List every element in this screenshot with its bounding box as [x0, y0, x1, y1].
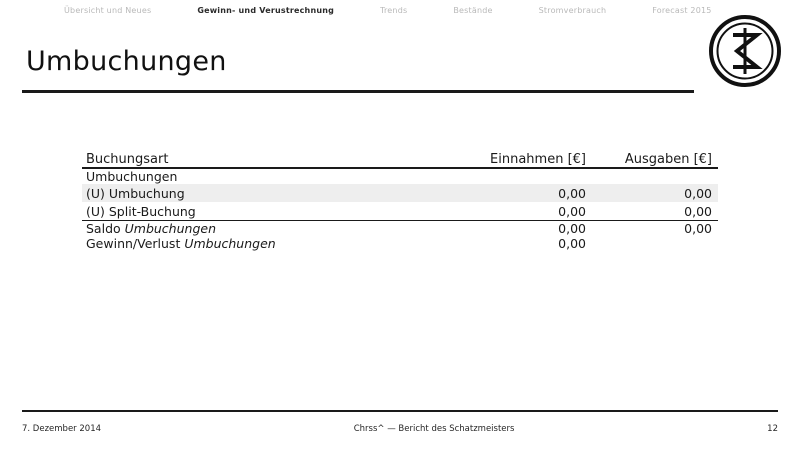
row-einnahmen: 0,00 — [558, 203, 586, 219]
table-row — [82, 184, 718, 202]
footer-page-number: 12 — [767, 424, 778, 434]
saldo-label — [82, 221, 466, 236]
nav-item-stromverbrauch[interactable]: Stromverbrauch — [538, 6, 607, 15]
saldo-einnahmen: 0,00 — [558, 221, 586, 236]
total-value: 0,00 — [558, 236, 586, 251]
column-header-ausgaben: Ausgaben [€] — [624, 152, 712, 167]
group-label-umbuchungen: Umbuchungen — [86, 169, 178, 184]
page-title: Umbuchungen — [26, 46, 227, 77]
nav-item-ubersicht-und-neues[interactable]: Übersicht und Neues — [64, 6, 152, 15]
footer-divider — [22, 410, 778, 412]
saldo-ausgaben: 0,00 — [684, 221, 712, 236]
total-label — [82, 236, 466, 251]
table-group-row — [82, 169, 718, 184]
row-ausgaben: 0,00 — [592, 184, 718, 202]
total-row — [82, 236, 718, 251]
total-label-italic: Umbuchungen — [184, 236, 276, 251]
footer-title: Chrss^ — Bericht des Schatzmeisters — [353, 424, 515, 434]
nav-item-forecast-2015[interactable]: Forecast 2015 — [652, 6, 712, 15]
table-header-row — [82, 152, 718, 167]
saldo-label-italic: Umbuchungen — [124, 221, 216, 236]
total-label-text: Gewinn/Verlust — [86, 236, 185, 251]
financial-table — [82, 152, 718, 251]
row-einnahmen: 0,00 — [466, 184, 592, 202]
row-label: (U) Split-Buchung — [86, 203, 196, 219]
organization-logo — [708, 14, 782, 88]
nav-item-bestaende[interactable]: Bestände — [453, 6, 493, 15]
nav-item-gewinn-und-verlustrechnung[interactable]: Gewinn- und Verustrechnung — [197, 6, 335, 15]
table-row — [82, 202, 718, 220]
top-navigation — [56, 4, 712, 17]
column-header-einnahmen: Einnahmen [€] — [490, 152, 586, 167]
column-header-buchungsart: Buchungsart — [86, 152, 169, 167]
nav-item-trends[interactable]: Trends — [380, 6, 408, 15]
row-ausgaben: 0,00 — [684, 203, 712, 219]
footer-date: 7. Dezember 2014 — [22, 424, 102, 434]
saldo-row — [82, 221, 718, 236]
title-divider — [22, 90, 694, 93]
saldo-label-text: Saldo — [86, 221, 125, 236]
row-label: (U) Umbuchung — [82, 184, 466, 202]
footer — [22, 424, 778, 434]
